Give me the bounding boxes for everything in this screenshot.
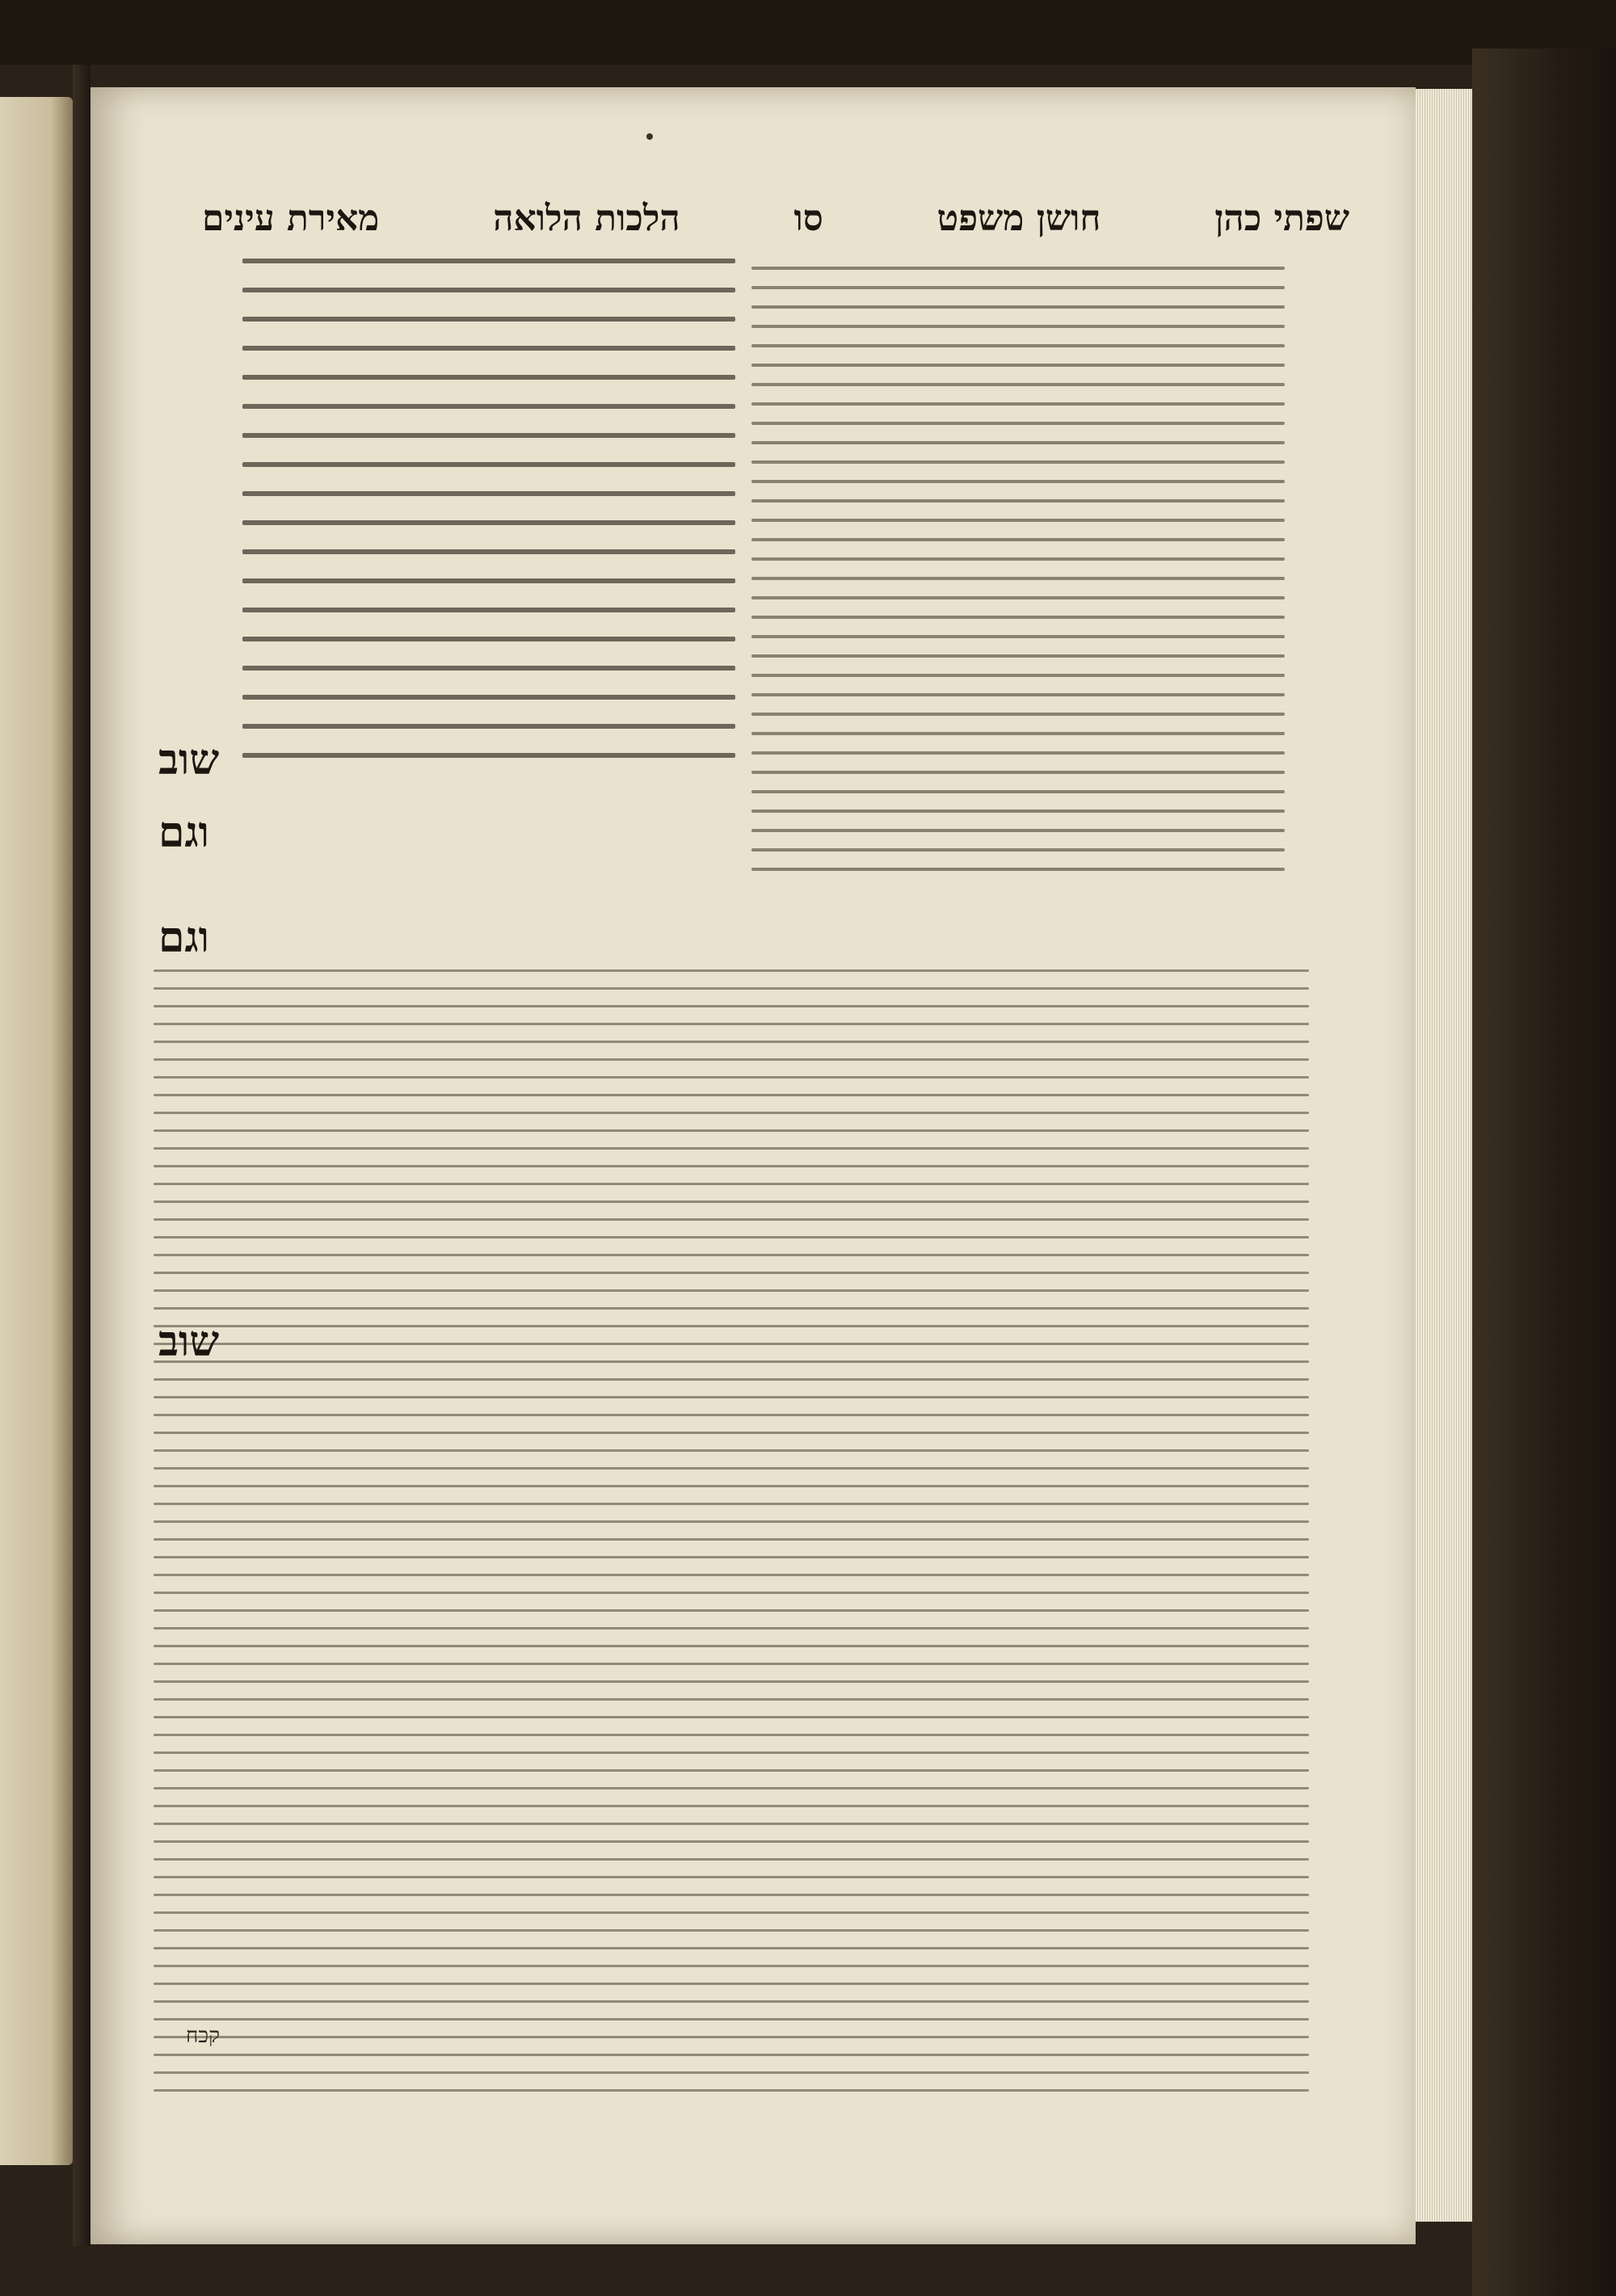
section-marker-1: שוב <box>158 735 220 784</box>
book-cover-right <box>1472 48 1616 2296</box>
main-commentary-body <box>154 969 1309 2020</box>
section-marker-4: שוב <box>158 1317 220 1366</box>
header-title-2: חושן משפט <box>936 197 1101 239</box>
facing-page-edge <box>0 97 73 2165</box>
page-edges <box>1416 89 1472 2222</box>
printer-mark <box>646 133 653 140</box>
commentary-column-left <box>242 259 735 782</box>
catchword: קכח <box>186 2024 221 2048</box>
book-binding <box>73 65 90 2246</box>
header-title-3: סו <box>793 197 823 239</box>
book-cover-top <box>0 0 1616 65</box>
section-marker-2: וגם <box>158 808 209 857</box>
header-title-5: מאירת עינים <box>202 197 380 239</box>
section-marker-3: וגם <box>158 913 209 962</box>
header-title-4: הלכות הלואה <box>493 197 680 239</box>
header-title-1: שפתי כהן <box>1214 197 1349 239</box>
commentary-column-right <box>751 267 1285 887</box>
running-header <box>202 194 1349 242</box>
